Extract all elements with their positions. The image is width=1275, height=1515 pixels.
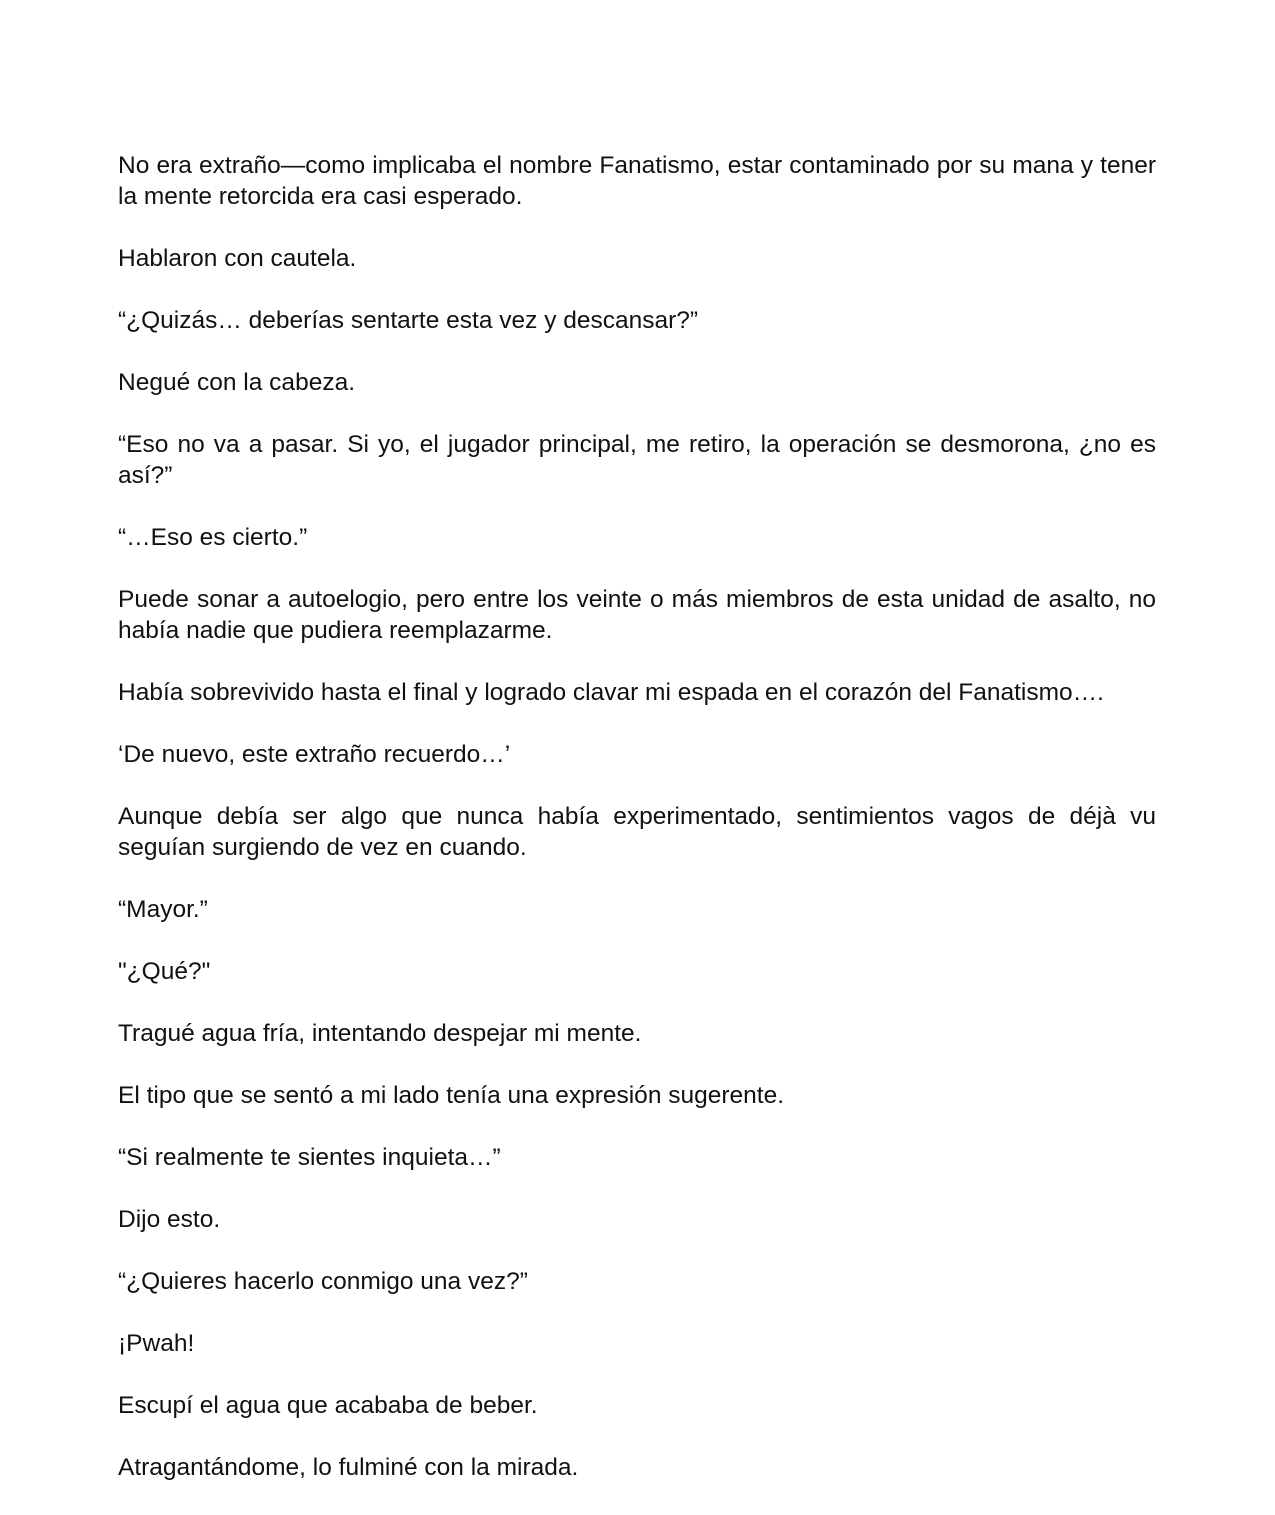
paragraph: “Si realmente te sientes inquieta…”: [118, 1144, 501, 1171]
paragraph: Había sobrevivido hasta el final y logrado clavar mi espada en el corazón del Fanatismo….: [118, 679, 1104, 706]
paragraph: Hablaron con cautela.: [118, 245, 357, 272]
paragraph: El tipo que se sentó a mi lado tenía una expresión sugerente.: [118, 1082, 785, 1109]
paragraph: Aunque debía ser algo que nunca había experimentado, sentimientos vagos de déjà vu seguían surgiendo de vez en cuando.: [118, 803, 1156, 861]
paragraph: “¿Quieres hacerlo conmigo una vez?”: [118, 1268, 528, 1295]
paragraph: Atragantándome, lo fulminé con la mirada.: [118, 1454, 579, 1481]
paragraph: “Eso no va a pasar. Si yo, el jugador principal, me retiro, la operación se desmorona, ¿no es así?”: [118, 431, 1156, 489]
paragraph: ¡Pwah!: [118, 1330, 195, 1357]
paragraph: “Mayor.”: [118, 896, 208, 923]
paragraph: Negué con la cabeza.: [118, 369, 355, 396]
paragraph: Puede sonar a autoelogio, pero entre los veinte o más miembros de esta unidad de asalto, no había nadie que pudiera reemplazarme.: [118, 586, 1156, 644]
paragraph: Escupí el agua que acababa de beber.: [118, 1392, 538, 1419]
paragraph: Tragué agua fría, intentando despejar mi mente.: [118, 1020, 642, 1047]
paragraph: "¿Qué?": [118, 958, 211, 985]
paragraph: ‘De nuevo, este extraño recuerdo…’: [118, 741, 511, 768]
paragraph: “…Eso es cierto.”: [118, 524, 308, 551]
paragraph: “¿Quizás… deberías sentarte esta vez y descansar?”: [118, 307, 699, 334]
document-body: [118, 150, 1156, 1514]
paragraph: No era extraño—como implicaba el nombre Fanatismo, estar contaminado por su mana y tener la mente retorcida era casi esperado.: [118, 152, 1156, 210]
paragraph: Dijo esto.: [118, 1206, 221, 1233]
